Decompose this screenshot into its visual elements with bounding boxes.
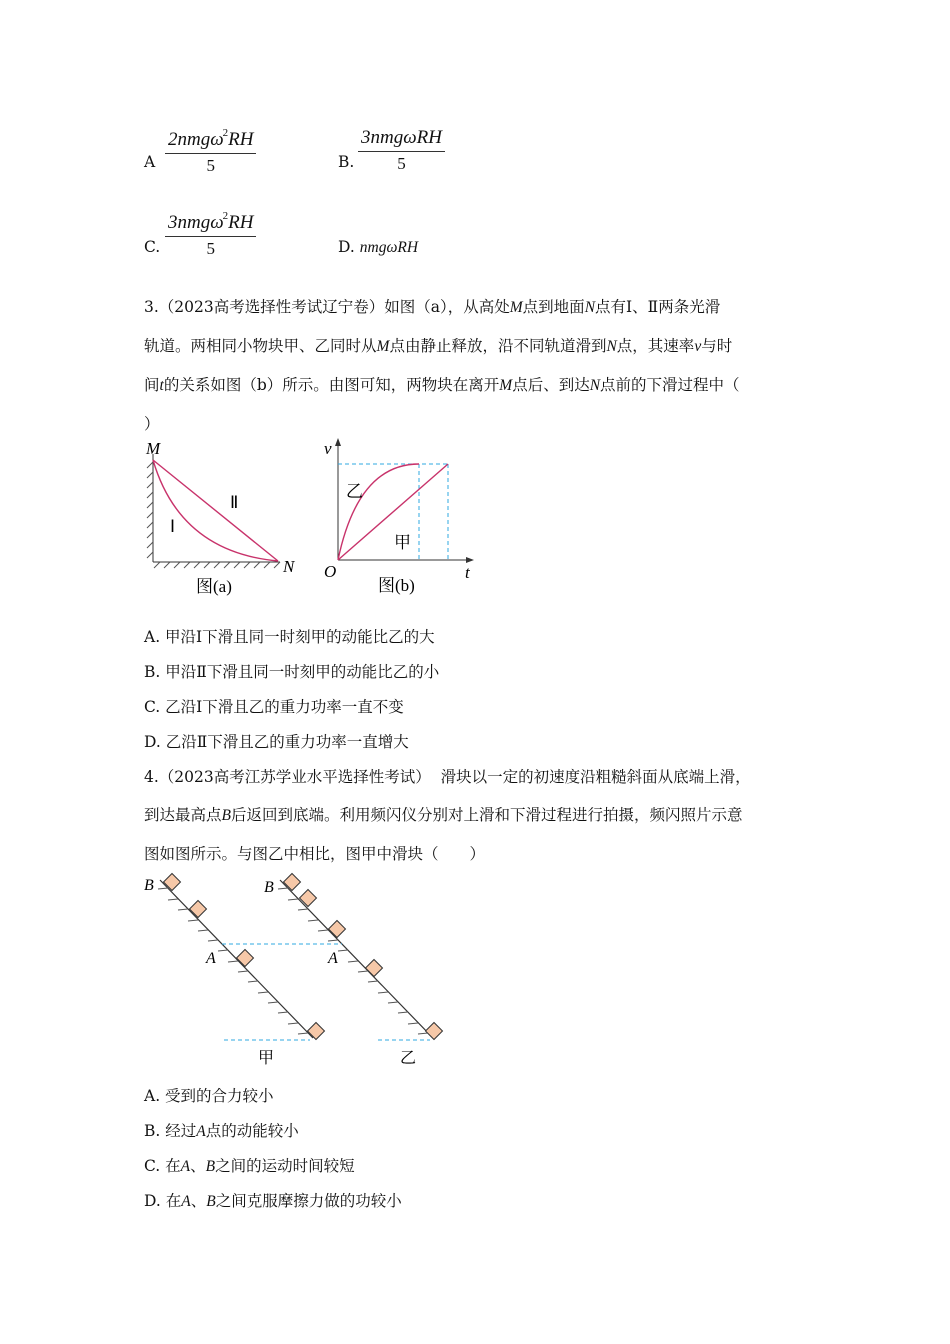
option-d: D. nmgωRH	[338, 238, 419, 256]
q4-option-c: C. 在A、B之间的运动时间较短	[144, 1157, 355, 1175]
label-N: N	[283, 557, 295, 576]
option-b-fraction: 3nmgωRH 5	[358, 127, 445, 174]
q4-line-3: 图如图所示。与图乙中相比，图甲中滑块（ ）	[144, 845, 486, 863]
q3-line-4: ）	[144, 415, 160, 433]
figure-q4	[140, 868, 450, 1073]
q3-option-b: B. 甲沿Ⅱ下滑且同一时刻甲的动能比乙的小	[144, 663, 440, 681]
q4-option-a: A. 受到的合力较小	[144, 1087, 274, 1105]
option-b-label: B.	[338, 153, 355, 171]
option-c-label: C.	[144, 238, 161, 256]
incline-jia-hatch	[158, 888, 308, 1034]
label-jia: 甲	[394, 533, 411, 552]
figure-a	[140, 432, 310, 602]
figure-b	[318, 432, 483, 602]
q3-option-c: C. 乙沿Ⅰ下滑且乙的重力功率一直不变	[144, 698, 404, 716]
q4-option-b: B. 经过A点的动能较小	[144, 1122, 299, 1140]
label-B-jia: B	[144, 877, 154, 894]
q4-option-d: D. 在A、B之间克服摩擦力做的功较小	[144, 1192, 402, 1210]
option-a-fraction: 2nmgω$^2$RH 5	[165, 127, 256, 176]
block-yi-5	[426, 1023, 443, 1040]
question-4-stem	[144, 758, 804, 873]
option-a-label: A	[144, 153, 156, 171]
origin-label: O	[324, 562, 337, 581]
block-yi-2	[300, 890, 317, 907]
question-3-stem	[144, 288, 804, 443]
figure-b-caption: 图(b)	[378, 576, 415, 595]
line-jia	[338, 464, 448, 560]
incline-yi-hatch	[278, 888, 428, 1034]
label-M: M	[146, 439, 161, 458]
option-c-fraction: 3nmgω$^2$RH 5	[165, 210, 256, 259]
q4-line-1: 4.（2023高考江苏学业水平选择性考试） 滑块以一定的初速度沿粗糙斜面从底端上滑，	[144, 768, 751, 786]
q3-line-1: 3.（2023高考选择性考试辽宁卷）如图（a），从高处M点到地面N点有Ⅰ、Ⅱ两条光滑	[144, 298, 721, 316]
label-A-yi: A	[328, 950, 338, 967]
label-track-I: Ⅰ	[170, 517, 176, 536]
axis-t-label: t	[465, 563, 470, 582]
label-B-yi: B	[264, 879, 274, 896]
caption-yi: 乙	[400, 1050, 417, 1067]
label-yi: 乙	[346, 482, 363, 501]
axis-v-label: v	[324, 439, 332, 458]
figure-a-caption: 图(a)	[196, 577, 232, 596]
block-yi-3	[329, 921, 346, 938]
block-jia-2	[190, 901, 207, 918]
block-jia-4	[308, 1023, 325, 1040]
caption-jia: 甲	[258, 1050, 275, 1067]
q3-option-a: A. 甲沿Ⅰ下滑且同一时刻甲的动能比乙的大	[144, 628, 435, 646]
q3-option-d: D. 乙沿Ⅱ下滑且乙的重力功率一直增大	[144, 733, 409, 751]
label-A-jia: A	[206, 950, 216, 967]
block-yi-4	[366, 960, 383, 977]
label-track-II: Ⅱ	[230, 493, 239, 512]
q4-line-2: 到达最高点B后返回到底端。利用频闪仪分别对上滑和下滑过程进行拍摄，频闪照片示意	[144, 806, 743, 824]
q3-line-2: 轨道。两相同小物块甲、乙同时从M点由静止释放，沿不同轨道滑到N点，其速率v与时	[144, 337, 733, 355]
block-jia-3	[237, 950, 254, 967]
track-II-line	[153, 460, 278, 561]
q3-line-3: 间t的关系如图（b）所示。由图可知，两物块在离开M点后、到达N点前的下滑过程中（	[144, 376, 740, 394]
